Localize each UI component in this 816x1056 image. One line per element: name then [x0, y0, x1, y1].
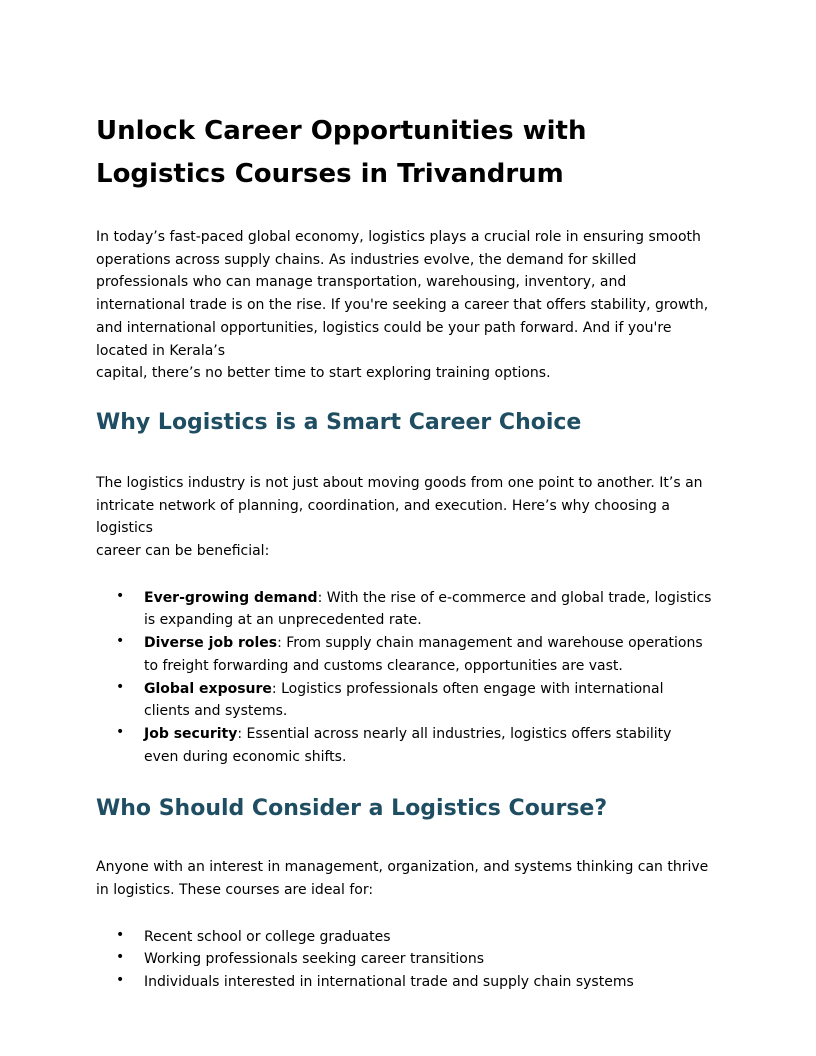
- intro-line: and international opportunities, logistics could be your path forward. And if you're: [96, 319, 672, 336]
- list-item: [96, 587, 724, 632]
- page-title: [96, 110, 724, 196]
- document-page: [96, 110, 724, 994]
- intro-line: professionals who can manage transportation, warehousing, inventory, and: [96, 274, 627, 291]
- list-item-term: Global exposure: [144, 680, 272, 697]
- why-paragraph: [96, 472, 724, 563]
- list-item-text: Working professionals seeking career transitions: [144, 951, 484, 968]
- list-item-text: Individuals interested in international trade and supply chain systems: [144, 974, 634, 991]
- intro-paragraph: [96, 226, 724, 385]
- list-item-term: Diverse job roles: [144, 635, 278, 652]
- why-line: career can be beneficial:: [96, 543, 270, 560]
- bullet-icon: •: [116, 678, 125, 695]
- list-item-line: to freight forwarding and customs clearance, opportunities are vast.: [144, 657, 623, 674]
- section-heading-why: Why Logistics is a Smart Career Choice: [96, 409, 582, 435]
- bullet-icon: •: [116, 633, 125, 650]
- bullet-icon: •: [116, 949, 125, 966]
- list-item-term: Job security: [144, 725, 238, 742]
- list-item: [96, 926, 724, 949]
- list-item-text: : With the rise of e-commerce and global trade, logistics: [317, 589, 712, 606]
- list-item: [96, 948, 724, 971]
- who-line: Anyone with an interest in management, organization, and systems thinking can thrive: [96, 859, 709, 876]
- list-item-text: : Essential across nearly all industries, logistics offers stability: [237, 725, 672, 742]
- intro-line: international trade is on the rise. If you're seeking a career that offers stability, growth,: [96, 297, 709, 314]
- list-item-term: Ever-growing demand: [144, 589, 318, 606]
- list-item-text: : From supply chain management and warehouse operations: [277, 635, 703, 652]
- who-line: in logistics. These courses are ideal for:: [96, 882, 374, 899]
- list-item: [96, 678, 724, 723]
- list-item-line: clients and systems.: [144, 703, 288, 720]
- audience-list: [96, 926, 724, 994]
- list-item-text: : Logistics professionals often engage with international: [271, 680, 664, 697]
- list-item: [96, 723, 724, 768]
- bullet-icon: •: [116, 926, 125, 943]
- list-item-line: even during economic shifts.: [144, 748, 347, 765]
- list-item-line: [144, 632, 724, 655]
- why-line: logistics: [96, 520, 153, 537]
- intro-line: operations across supply chains. As industries evolve, the demand for skilled: [96, 251, 637, 268]
- intro-line: located in Kerala’s: [96, 342, 226, 359]
- list-item-line: [144, 723, 724, 746]
- bullet-icon: •: [116, 723, 125, 740]
- page-title-line-1: Unlock Career Opportunities with: [96, 116, 587, 146]
- list-item-line: [144, 678, 724, 701]
- benefits-list: [96, 587, 724, 769]
- bullet-icon: •: [116, 587, 125, 604]
- list-item-line: is expanding at an unprecedented rate.: [144, 612, 422, 629]
- intro-line: capital, there’s no better time to start exploring training options.: [96, 365, 551, 382]
- page-title-line-2: Logistics Courses in Trivandrum: [96, 159, 564, 189]
- list-item: [96, 971, 724, 994]
- list-item-line: [144, 587, 724, 610]
- who-paragraph: [96, 856, 724, 901]
- why-line: intricate network of planning, coordination, and execution. Here’s why choosing a: [96, 497, 670, 514]
- section-heading-who: Who Should Consider a Logistics Course?: [96, 796, 608, 822]
- why-line: The logistics industry is not just about moving goods from one point to another. It’s an: [96, 474, 703, 491]
- bullet-icon: •: [116, 972, 125, 989]
- list-item-text: Recent school or college graduates: [144, 928, 391, 945]
- list-item: [96, 632, 724, 677]
- intro-line: In today’s fast-paced global economy, logistics plays a crucial role in ensuring smooth: [96, 229, 701, 245]
